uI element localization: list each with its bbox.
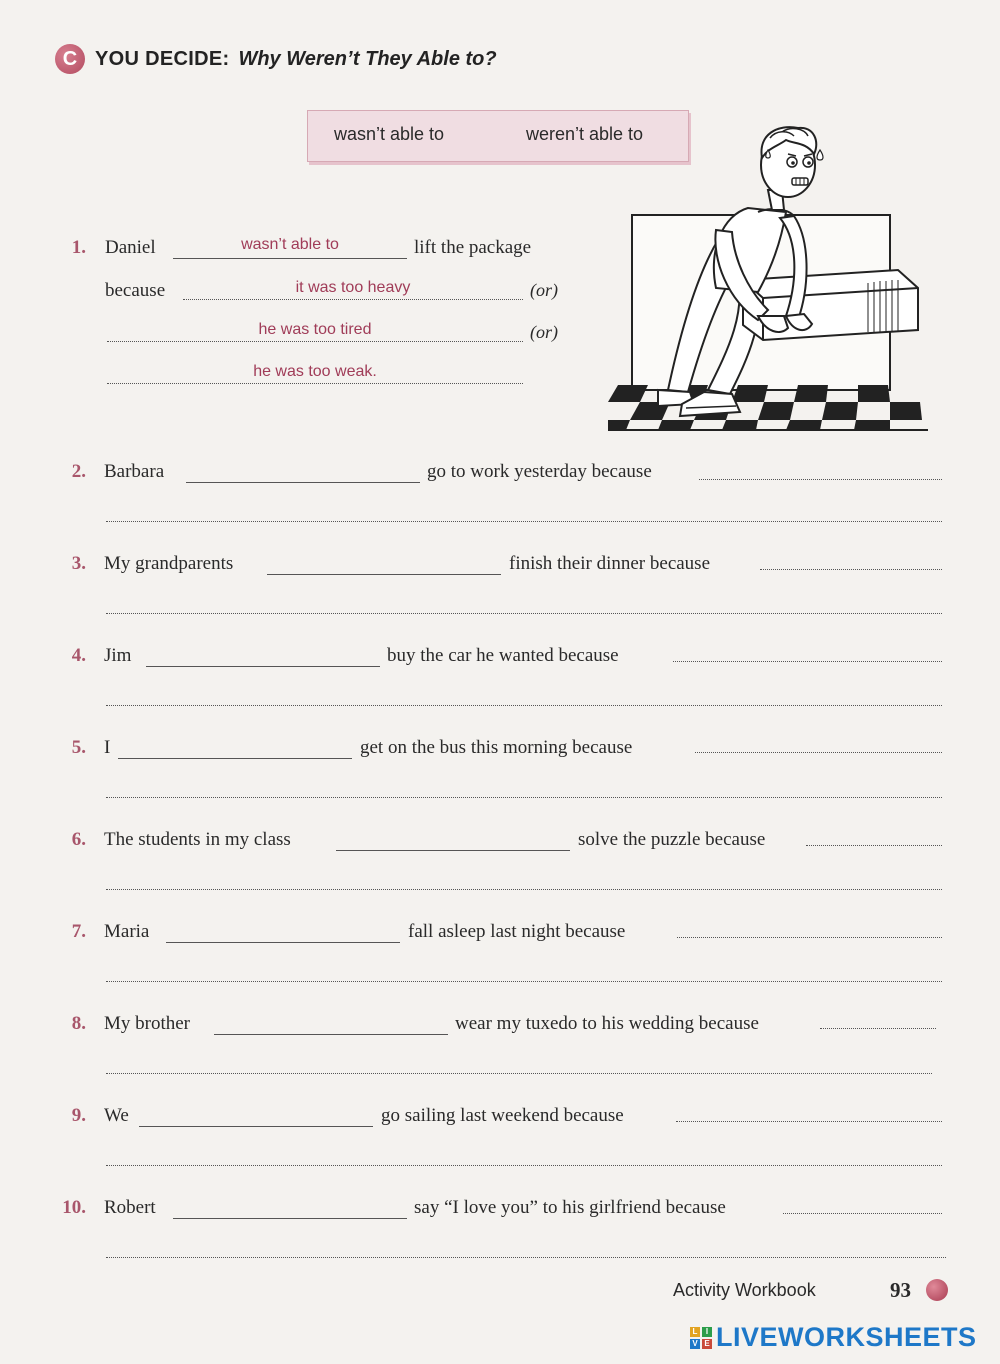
reason-line[interactable] (673, 661, 942, 662)
item-predicate: go to work yesterday because (427, 461, 652, 482)
item-predicate: solve the puzzle because (578, 829, 766, 850)
logo-letter: L (690, 1327, 700, 1337)
workbook-title: Activity Workbook (673, 1280, 816, 1300)
item-subject: Robert (104, 1197, 156, 1218)
item-number: 1. (71, 237, 86, 258)
item-subject: Maria (104, 921, 150, 942)
logo-grid-icon (690, 1327, 712, 1349)
item-number: 7. (71, 921, 86, 942)
answer-blank[interactable] (214, 1034, 448, 1035)
item-number: 10. (62, 1197, 86, 1218)
page-number: 93 (890, 1278, 911, 1302)
logo-letter: V (690, 1339, 700, 1349)
item-predicate: lift the package (414, 237, 532, 258)
answer-blank[interactable] (336, 850, 570, 851)
logo-text: LIVEWORKSHEETS (716, 1322, 977, 1352)
section-title: Why Weren’t They Able to? (238, 47, 497, 70)
item-number: 3. (71, 553, 86, 574)
answer-text: wasn’t able to (241, 236, 339, 253)
reason-line[interactable] (699, 479, 942, 480)
item-subject: Barbara (104, 461, 165, 482)
logo-letter: I (702, 1327, 712, 1337)
reason-line[interactable] (677, 937, 942, 938)
item-predicate: go sailing last weekend because (381, 1105, 624, 1126)
reason-answer-3: he was too weak. (253, 363, 377, 380)
reason-line[interactable] (106, 1073, 932, 1074)
item-subject: My brother (104, 1013, 191, 1034)
answer-blank[interactable] (118, 758, 352, 759)
reason-line[interactable] (106, 1165, 942, 1166)
item-predicate: buy the car he wanted because (387, 645, 619, 666)
reason-line[interactable] (106, 889, 942, 890)
section-badge: C (55, 44, 85, 74)
page-dot-icon (926, 1279, 948, 1301)
item-predicate: wear my tuxedo to his wedding because (455, 1013, 759, 1034)
item-number: 9. (71, 1105, 86, 1126)
answer-blank[interactable] (186, 482, 420, 483)
answer-blank[interactable] (146, 666, 380, 667)
reason-line[interactable] (783, 1213, 942, 1214)
item-number: 8. (71, 1013, 86, 1034)
item-subject: The students in my class (104, 829, 291, 850)
word-option-werent: weren’t able to (526, 124, 644, 144)
section-header (55, 44, 497, 74)
reason-answer-1: it was too heavy (295, 279, 411, 296)
reason-line[interactable] (760, 569, 942, 570)
answer-blank[interactable] (166, 942, 400, 943)
item-predicate: say “I love you” to his girlfriend because (414, 1197, 726, 1218)
item-subject: Jim (104, 645, 132, 666)
reason-line[interactable] (695, 752, 942, 753)
reason-line[interactable] (106, 797, 942, 798)
reason-line-2[interactable] (107, 341, 523, 342)
or-label: (or) (530, 280, 558, 300)
item-number: 5. (71, 737, 86, 758)
item-predicate: finish their dinner because (509, 553, 711, 574)
reason-line[interactable] (820, 1028, 936, 1029)
reason-line[interactable] (106, 981, 942, 982)
liveworksheets-logo (690, 1322, 977, 1353)
item-predicate: fall asleep last night because (408, 921, 626, 942)
boy-lifting-box-illustration (608, 120, 928, 436)
reason-line[interactable] (806, 845, 942, 846)
reason-line[interactable] (676, 1121, 942, 1122)
item-number: 2. (71, 461, 86, 482)
because-label: because (105, 280, 166, 301)
answer-blank[interactable] (139, 1126, 373, 1127)
item-number: 4. (71, 645, 86, 666)
reason-line[interactable] (106, 705, 942, 706)
answer-blank[interactable] (173, 258, 407, 259)
item-subject: Daniel (105, 237, 156, 258)
reason-line-3[interactable] (107, 383, 523, 384)
item-number: 6. (71, 829, 86, 850)
reason-line[interactable] (106, 613, 942, 614)
item-subject: We (104, 1105, 129, 1126)
answer-blank[interactable] (267, 574, 501, 575)
item-subject: I (104, 737, 111, 758)
reason-line-1[interactable] (183, 299, 523, 300)
answer-blank[interactable] (173, 1218, 407, 1219)
reason-line[interactable] (106, 1257, 946, 1258)
item-predicate: get on the bus this morning because (360, 737, 633, 758)
logo-letter: E (702, 1339, 712, 1349)
section-label: YOU DECIDE: (95, 47, 230, 70)
or-label: (or) (530, 322, 558, 342)
reason-answer-2: he was too tired (258, 321, 372, 338)
word-option-wasnt: wasn’t able to (334, 124, 445, 144)
reason-line[interactable] (106, 521, 942, 522)
item-subject: My grandparents (104, 553, 234, 574)
